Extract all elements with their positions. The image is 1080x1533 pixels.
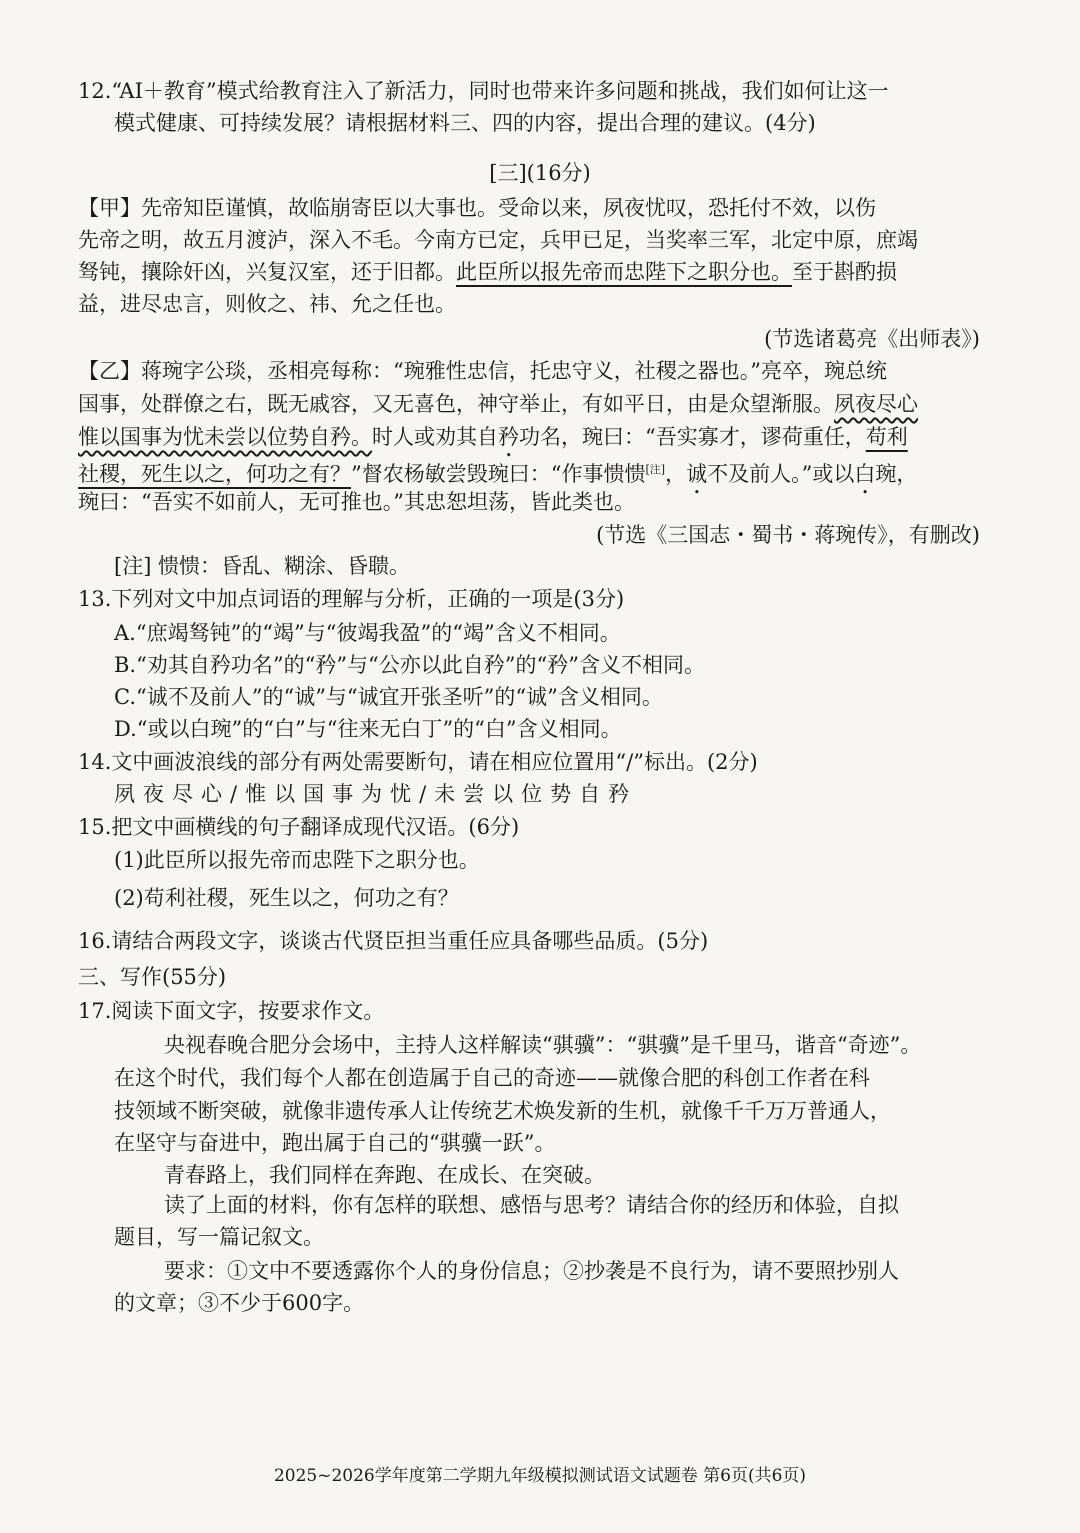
dotted-char-bai: 白 bbox=[854, 462, 876, 486]
q15-s1: (1)此臣所以报先帝而忠陛下之职分也。 bbox=[114, 848, 480, 872]
page-footer: 2025~2026学年度第二学期九年级模拟测试语文试题卷 第6页(共6页) bbox=[273, 1466, 807, 1486]
yi-line4-d: 不及前人。”或以 bbox=[707, 462, 855, 486]
jia-source: (节选诸葛亮《出师表》) bbox=[764, 327, 980, 351]
q13-option-d: D.“或以白琬”的“白”与“往来无白丁”的“白”含义相同。 bbox=[114, 717, 622, 741]
yi-line2-a: 国事，处群僚之右，既无戚容，又无喜色，神守举止，有如平日，由是众望渐服。 bbox=[78, 392, 834, 416]
q13-stem: 13.下列对文中加点词语的理解与分析，正确的一项是(3分) bbox=[78, 587, 625, 611]
dotted-char-jin: 矜 bbox=[498, 425, 519, 449]
jia-line3-a: 驽钝，攘除奸凶，兴复汉室，还于旧都。 bbox=[78, 260, 456, 284]
writing-heading: 三、写作(55分) bbox=[78, 965, 227, 989]
jia-line1: 【甲】先帝知臣谨慎，故临崩寄臣以大事也。受命以来，夙夜忧叹，恐托付不效，以伤 bbox=[78, 196, 876, 220]
jia-line3-c: 至于斟酌损 bbox=[792, 260, 897, 284]
q15-stem: 15.把文中画横线的句子翻译成现代汉语。(6分) bbox=[78, 815, 520, 839]
requirement-line2: 的文章；③不少于600字。 bbox=[114, 1291, 365, 1315]
q12-line1: 12.“AI＋教育”模式给教育注入了新活力，同时也带来许多问题和挑战，我们如何让这一 bbox=[78, 79, 889, 103]
yi-line2 bbox=[78, 389, 918, 419]
q12-line2: 模式健康、可持续发展？请根据材料三、四的内容，提出合理的建议。(4分) bbox=[114, 111, 816, 135]
q15-s2: (2)苟利社稷，死生以之，何功之有？ bbox=[114, 886, 459, 910]
yi-underlined-2: 社稷，死生以之，何功之有？ bbox=[78, 462, 351, 486]
q17-stem: 17.阅读下面文字，按要求作文。 bbox=[78, 999, 385, 1023]
material-line4: 在坚守与奋进中，跑出属于自己的“骐骥一跃”。 bbox=[114, 1131, 556, 1155]
jia-line4: 益，进尽忠言，则攸之、祎、允之任也。 bbox=[78, 292, 456, 316]
prompt-line1: 读了上面的材料，你有怎样的联想、感悟与思考？请结合你的经历和体验，自拟 bbox=[164, 1193, 899, 1217]
yi-line3-b: 时人或劝其自 bbox=[372, 425, 498, 449]
yi-line1: 【乙】蒋琬字公琰，丞相亮每称：“琬雅性忠信，托忠守义，社稷之器也。”亮卒，琬总统 bbox=[78, 359, 887, 383]
yi-line4-b: ”督农杨敏尝毁琬曰：“作事愦愦 bbox=[351, 462, 646, 486]
requirement-line1: 要求：①文中不要透露你个人的身份信息；②抄袭是不良行为，请不要照抄别人 bbox=[164, 1259, 899, 1283]
section-heading: [三](16分) bbox=[489, 161, 591, 185]
jia-underlined-sentence: 此臣所以报先帝而忠陛下之职分也。 bbox=[456, 260, 792, 284]
material-line1: 央视春晚合肥分会场中，主持人这样解读“骐骥”：“骐骥”是千里马，谐音“奇迹”。 bbox=[164, 1033, 922, 1057]
yi-underlined-1: 苟利 bbox=[865, 425, 908, 449]
yi-wavy-2: 惟以国事为忧未尝以位势自矜。 bbox=[78, 425, 372, 449]
q14-stem: 14.文中画波浪线的部分有两处需要断句，请在相应位置用“/”标出。(2分) bbox=[78, 750, 758, 774]
q13-option-a: A.“庶竭驽钝”的“竭”与“彼竭我盈”的“竭”含义不相同。 bbox=[114, 621, 621, 645]
jia-line3 bbox=[78, 257, 897, 287]
jia-line2: 先帝之明，故五月渡泸，深入不毛。今南方已定，兵甲已足，当奖率三军，北定中原，庶竭 bbox=[78, 228, 918, 252]
material-line5: 青春路上，我们同样在奔跑、在成长、在突破。 bbox=[164, 1163, 605, 1187]
material-line3: 技领域不断突破，就像非遗传承人让传统艺术焕发新的生机，就像千千万万普通人， bbox=[114, 1099, 891, 1123]
prompt-line2: 题目，写一篇记叙文。 bbox=[114, 1225, 324, 1249]
q16: 16.请结合两段文字，谈谈古代贤臣担当重任应具备哪些品质。(5分) bbox=[78, 929, 709, 953]
yi-note: [注] 愦愦：昏乱、糊涂、昏聩。 bbox=[114, 554, 411, 578]
material-line2: 在这个时代，我们每个人都在创造属于自己的奇迹——就像合肥的科创工作者在科 bbox=[114, 1066, 870, 1090]
dotted-char-cheng: 诚 bbox=[686, 462, 708, 486]
yi-wavy-1: 夙夜尽心 bbox=[834, 392, 918, 416]
yi-line3-c: 功名，琬曰：“吾实寡才，谬荷重任， bbox=[519, 425, 866, 449]
yi-line5: 琬曰：“吾实不如前人，无可推也。”其忠恕坦荡，皆此类也。 bbox=[78, 490, 635, 514]
yi-line4-e: 琬， bbox=[875, 462, 918, 486]
yi-line4-c: ， bbox=[665, 462, 687, 486]
q13-option-b: B.“劝其自矜功名”的“矜”与“公亦以此自矜”的“矜”含义不相同。 bbox=[114, 653, 705, 677]
note-marker: [注] bbox=[645, 463, 666, 476]
q13-option-c: C.“诚不及前人”的“诚”与“诚宜开张圣听”的“诚”含义相同。 bbox=[114, 685, 663, 709]
yi-source: (节选《三国志・蜀书・蒋琬传》，有删改) bbox=[596, 523, 980, 547]
q14-text: 夙夜尽心/惟以国事为忧/未尝以位势自矜 bbox=[114, 782, 638, 806]
